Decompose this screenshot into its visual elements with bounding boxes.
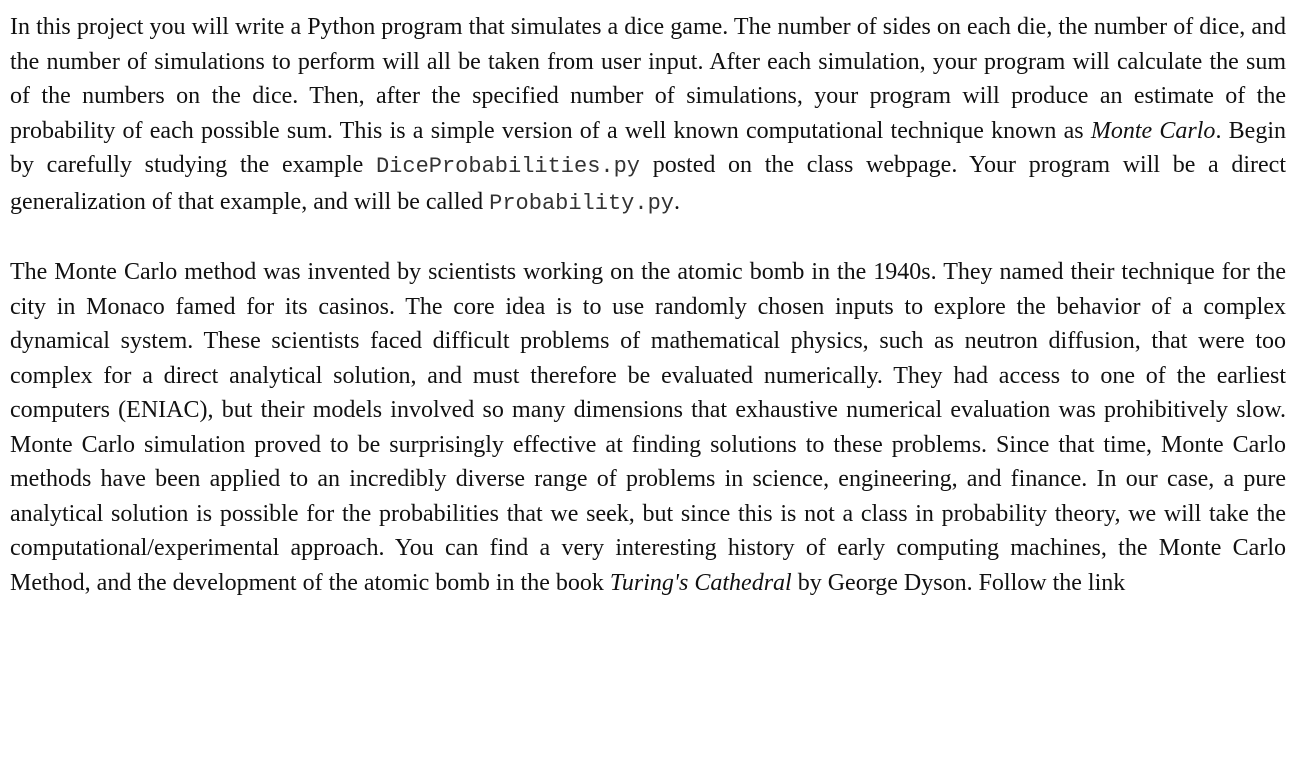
intro-text-continued-2: posted on the class webpage. Your program will be a direct generalization of that example, and will be called xyxy=(10,152,1287,215)
monte-carlo-term: Monte Carlo xyxy=(1090,117,1216,144)
paragraph-project-intro xyxy=(10,10,1286,221)
example-filename: DiceProbabilities.py xyxy=(375,154,641,179)
intro-text: In this project you will write a Python program that simulates a dice game. The number of sides on each die, the number of dice, and the number of simulations to perform will all be taken from user input. After each simulation, your program will calculate the sum of the numbers on the dice. Then, after the specified number of simulations, your program will produce an estimate of the probability of each possible sum. This is a simple version of a well known computational technique known as xyxy=(10,14,1286,144)
intro-text-end: . xyxy=(673,188,680,215)
history-text-end: by George Dyson. Follow the link xyxy=(791,569,1126,596)
program-filename: Probability.py xyxy=(489,190,674,216)
paragraph-monte-carlo-history xyxy=(10,255,1286,600)
intro-text-continued: . Begin by carefully studying the example xyxy=(10,117,1286,178)
document-page xyxy=(10,10,1286,600)
history-text: The Monte Carlo method was invented by scientists working on the atomic bomb in the 1940s. They named their technique for the city in Monaco famed for its casinos. The core idea is to use randomly chosen inputs to explore the behavior of a complex dynamical system. These scientists faced difficult problems of mathematical physics, such as neutron diffusion, that were too complex for a direct analytical solution, and must therefore be evaluated numerically. They had access to one of the earliest computers (ENIAC), but their models involved so many dimensions that exhaustive numerical evaluation was prohibitively slow. Monte Carlo simulation proved to be surprisingly effective at finding solutions to these problems. Since that time, Monte Carlo methods have been applied to an incredibly diverse range of problems in science, engineering, and finance. In our case, a pure analytical solution is possible for the probabilities that we seek, but since this is not a class in probability theory, we will take the computational/experimental approach. You can find a very interesting history of early computing machines, the Monte Carlo Method, and the development of the atomic bomb in the book xyxy=(10,259,1286,596)
book-title: Turing's Cathedral xyxy=(609,569,792,596)
